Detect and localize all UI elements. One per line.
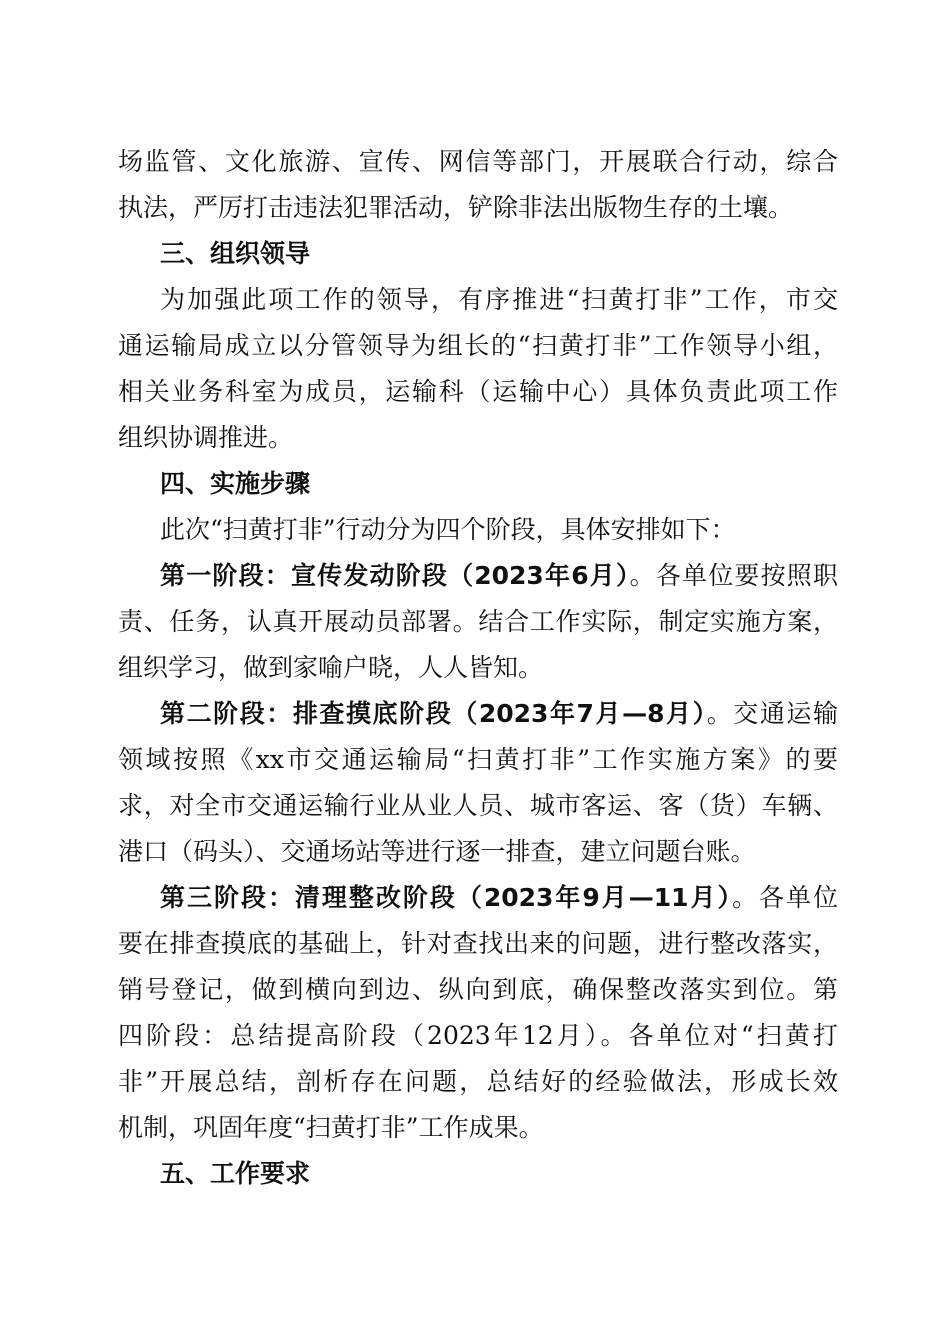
stage-three-text: 。各单位 [732,883,838,912]
stage-one-label: 第一阶段：宣传发动阶段（2023年6月） [160,561,630,590]
paragraph-line: 领域按照《xx市交通运输局“扫黄打非”工作实施方案》的要 [118,745,838,774]
paragraph-line: 执法，严厉打击违法犯罪活动，铲除非法出版物生存的土壤。 [118,193,794,222]
paragraph-line: 四阶段：总结提高阶段（2023年12月）。各单位对“扫黄打 [118,1021,838,1050]
stage-one-text: 。各单位要按照职 [629,561,838,590]
stage-three-line [160,876,838,920]
stage-two-text: 。交通运输 [706,699,838,728]
paragraph-line: 相关业务科室为成员，运输科（运输中心）具体负责此项工作 [118,377,838,406]
paragraph-line: 机制，巩固年度“扫黄打非”工作成果。 [118,1113,544,1142]
stage-two-line [160,692,838,736]
paragraph-line: 非”开展总结，剖析存在问题，总结好的经验做法，形成长效 [118,1067,838,1096]
stage-two-label: 第二阶段：排查摸底阶段（2023年7月—8月） [160,699,707,728]
paragraph-line: 此次“扫黄打非”行动分为四个阶段，具体安排如下： [160,515,736,544]
stage-three-label: 第三阶段：清理整改阶段（2023年9月—11月） [160,883,733,912]
paragraph-line: 为加强此项工作的领导，有序推进“扫黄打非”工作，市交 [160,285,838,314]
paragraph-line: 责、任务，认真开展动员部署。结合工作实际，制定实施方案， [118,607,838,636]
paragraph-line: 场监管、文化旅游、宣传、网信等部门，开展联合行动，综合 [118,147,838,176]
stage-one-line [160,554,838,598]
paragraph-line: 销号登记，做到横向到边、纵向到底，确保整改落实到位。第 [118,975,838,1004]
paragraph-line: 港口（码头）、交通场站等进行逐一排查，建立问题台账。 [118,837,756,866]
paragraph-line: 求，对全市交通运输行业从业人员、城市客运、客（货）车辆、 [118,791,838,820]
section-heading-organization: 三、组织领导 [160,239,311,268]
paragraph-line: 组织协调推进。 [118,423,294,452]
paragraph-line: 通运输局成立以分管领导为组长的“扫黄打非”工作领导小组， [118,331,838,360]
section-heading-requirements: 五、工作要求 [160,1159,311,1188]
paragraph-line: 组织学习，做到家喻户晓，人人皆知。 [118,653,544,682]
paragraph-line: 要在排查摸底的基础上，针对查找出来的问题，进行整改落实， [118,929,838,958]
section-heading-steps: 四、实施步骤 [160,469,311,498]
